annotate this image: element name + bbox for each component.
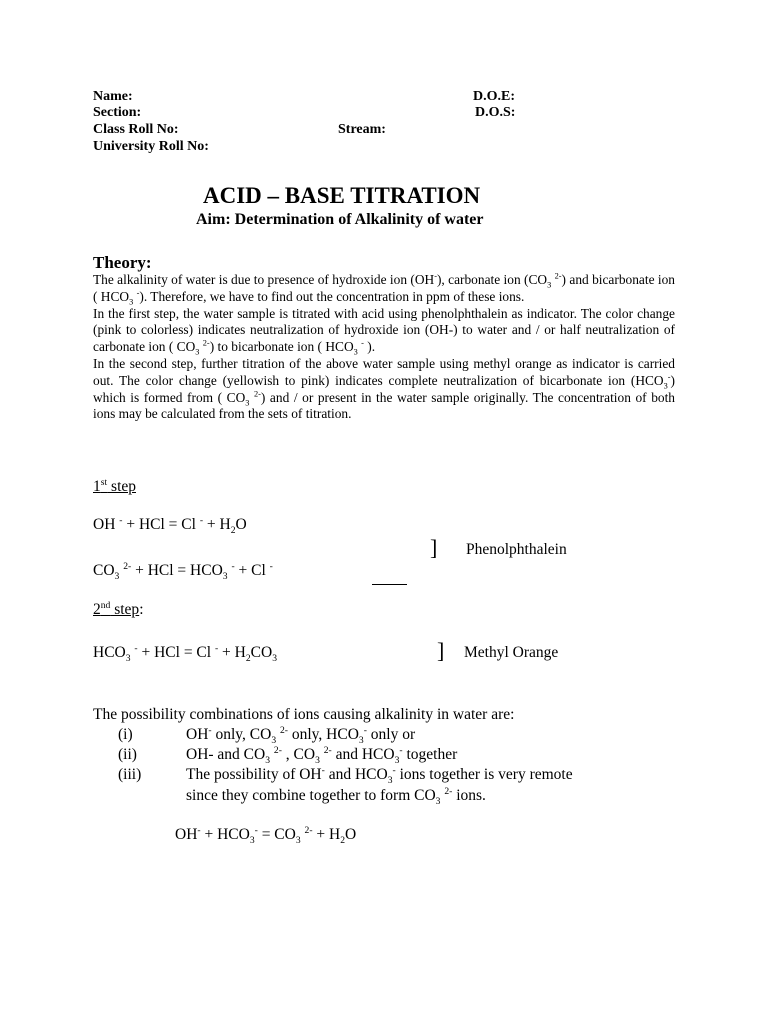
combination-3-continued: since they combine together to form $CO_3$ $^{2-}$ ions. [186, 785, 486, 808]
combinations-intro: The possibility combinations of ions causing alkalinity in water are: [93, 706, 515, 723]
theory-body [93, 272, 675, 423]
combination-2: OH- and $CO_3$ $^{2-}$ , $CO_3$ $^{2-}$ and $HCO_3^-$ together [186, 744, 458, 767]
doe-label: D.O.E: [473, 89, 515, 104]
step2-bracket: ] [437, 638, 445, 663]
combination-3: The possibility of OH- and $HCO_3^-$ ions together is very remote [186, 764, 573, 787]
final-equation: $OH^- + HCO_3^- = CO_3$ $^{2-} + H_2O$ [175, 824, 357, 847]
theory-paragraph-2: In the first step, the water sample is titrated with acid using phenolphthalein as indicator. The color change (pink to colorless) indicates neutralization of hydroxide ion (OH-) to water and / or half neutralization of carbonate ion ( $CO_3$ $^{2-}$) to bicarbonate ion ( $HCO_3$ - ). [93, 305, 675, 357]
step1-heading: 1st step [93, 476, 136, 495]
section-label: Section: [93, 105, 142, 120]
step1-equation-1: OH - + HCl = Cl $^- + H_2O$ [93, 514, 247, 537]
combination-1: OH- only, $CO_3$ $^{2-}$ only, $HCO_3^-$ only or [186, 724, 416, 747]
step1-bracket: ] [430, 535, 438, 560]
combination-number-1: (i) [118, 726, 133, 743]
theory-heading: Theory: [93, 253, 152, 272]
theory-paragraph-1: The alkalinity of water is due to presence of hydroxide ion (OH-), carbonate ion ($CO_3$ $^{2-}$) and bicarbonate ion ( $HCO_3$ -). Therefore, we have to find out the concentration in ppm of these ions. [93, 271, 676, 307]
dos-label: D.O.S: [475, 105, 516, 120]
step1-equation-2: $CO_3$ $^{2-}$ + HCl = $HCO_3$ - + Cl - [93, 560, 273, 583]
aim-subtitle: Aim: Determination of Alkalinity of water [196, 211, 484, 228]
combination-number-2: (ii) [118, 746, 137, 763]
phenolphthalein-label: Phenolphthalein [466, 541, 567, 558]
class-roll-label: Class Roll No: [93, 122, 179, 137]
methyl-orange-label: Methyl Orange [464, 644, 559, 661]
name-label: Name: [93, 89, 133, 104]
page-title: ACID – BASE TITRATION [203, 183, 481, 208]
divider-line [372, 584, 407, 585]
combination-number-3: (iii) [118, 766, 142, 783]
step2-equation: $HCO_3$ - + HCl = Cl $^- + H_2CO_3$ [93, 642, 277, 665]
university-roll-label: University Roll No: [93, 139, 209, 154]
theory-paragraph-3: In the second step, further titration of the above water sample using methyl orange as indicator is carried out. The color change (yellowish to pink) indicates complete neutralization of bicarbonate ion $(HCO_3^-)$ which is formed from ( $CO_3$ $^{2-}$) and / or present in the water sample originally. The concentration of both ions may be calculated from the sets of titration. [93, 355, 675, 422]
stream-label: Stream: [338, 122, 386, 137]
step2-heading: 2nd step: [93, 599, 144, 618]
